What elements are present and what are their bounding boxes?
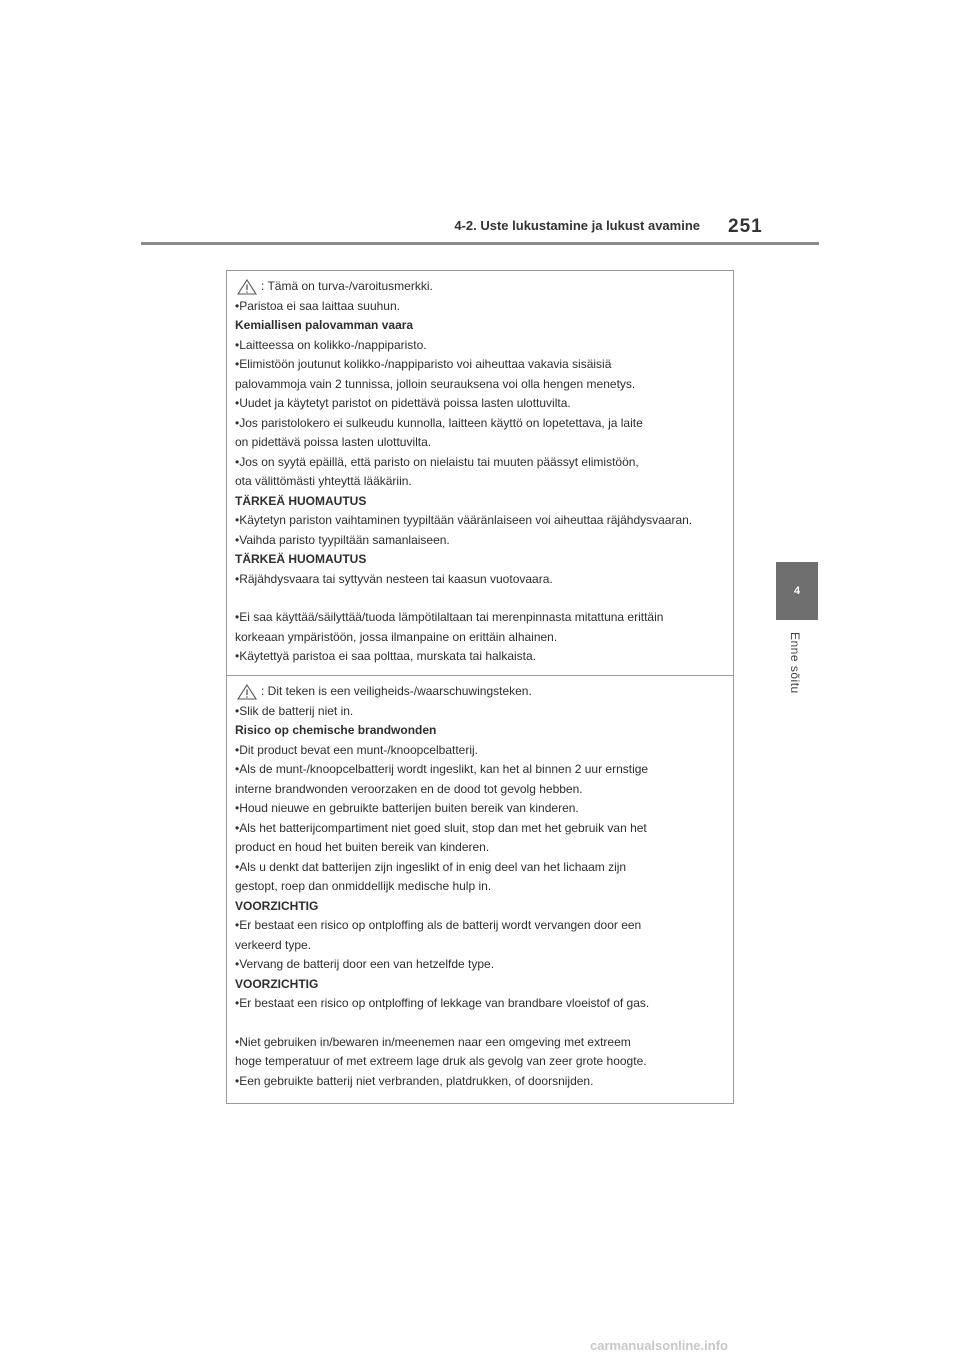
- warning-triangle-icon: [237, 684, 257, 700]
- warning-triangle-icon: [237, 279, 257, 295]
- chapter-tab[interactable]: [776, 562, 818, 620]
- finnish-warning-symbol-text: : Tämä on turva-/varoitusmerkki.: [261, 279, 433, 293]
- finnish-text-line: •Elimistöön joutunut kolikko-/nappiparisto voi aiheuttaa vakavia sisäisiä: [235, 357, 612, 371]
- dutch-text-line: •Houd nieuwe en gebruikte batterijen buiten bereik van kinderen.: [235, 801, 579, 815]
- dutch-text-line: •Als het batterijcompartiment niet goed sluit, stop dan met het gebruik van het: [235, 820, 647, 835]
- dutch-text-line: product en houd het buiten bereik van kinderen.: [235, 840, 490, 854]
- dutch-text-line: •Als de munt-/knoopcelbatterij wordt ingeslikt, kan het al binnen 2 uur ernstige: [235, 762, 649, 776]
- finnish-text-line: •Paristoa ei saa laittaa suuhun.: [235, 298, 400, 313]
- dutch-text-line: •Een gebruikte batterij niet verbranden, platdrukken, of doorsnijden.: [235, 1073, 594, 1088]
- finnish-text-line: •Räjähdysvaara tai syttyvän nesteen tai kaasun vuotovaara.: [235, 571, 553, 586]
- watermark: carmanualsonline.info: [590, 1338, 728, 1353]
- finnish-text-line: •Uudet ja käytetyt paristot on pidettävä poissa lasten ulottuvilta.: [235, 396, 571, 410]
- finnish-text-line: •Jos on syytä epäillä, että paristo on nielaistu tai muuten päässyt elimistöön,: [235, 454, 639, 469]
- dutch-warning-symbol-line: [235, 682, 729, 702]
- dutch-text-line: •Slik de batterij niet in.: [235, 703, 354, 718]
- finnish-heading: Kemiallisen palovamman vaara: [235, 318, 414, 332]
- dutch-text-line: •Vervang de batterij door een van hetzelfde type.: [235, 957, 495, 971]
- finnish-text-line: •Vaihda paristo tyypiltään samanlaiseen.: [235, 532, 450, 547]
- dutch-heading: VOORZICHTIG: [235, 898, 319, 913]
- page-header-title: 4-2. Uste lukustamine ja lukust avamine: [454, 218, 700, 233]
- dutch-lines: [235, 702, 729, 1092]
- finnish-lines: [235, 297, 729, 667]
- dutch-warning-symbol-text: : Dit teken is een veiligheids-/waarschuwingsteken.: [261, 684, 532, 698]
- dutch-text-line: interne brandwonden veroorzaken en de dood tot gevolg hebben.: [235, 781, 583, 796]
- dutch-text-line: •Dit product bevat een munt-/knoopcelbatterij.: [235, 742, 478, 757]
- finnish-text-line: •Laitteessa on kolikko-/nappiparisto.: [235, 337, 427, 352]
- battery-warning-box: [226, 270, 734, 1104]
- dutch-text-line: hoge temperatuur of met extreem lage druk als gevolg van zeer grote hoogte.: [235, 1054, 647, 1068]
- header-rule: [141, 242, 819, 245]
- dutch-text-line: verkeerd type.: [235, 937, 312, 952]
- finnish-text-line: •Käytettyä paristoa ei saa polttaa, murskata tai halkaista.: [235, 649, 537, 663]
- dutch-heading: VOORZICHTIG: [235, 976, 319, 991]
- chapter-tab-label: Enne sõitu: [788, 632, 802, 694]
- finnish-text-line: •Jos paristolokero ei sulkeudu kunnolla, laitteen käyttö on lopetettava, ja laite: [235, 415, 643, 430]
- finnish-section: [235, 277, 729, 667]
- finnish-text-line: palovammoja vain 2 tunnissa, jolloin seurauksena voi olla hengen menetys.: [235, 376, 636, 391]
- finnish-text-line: ota välittömästi yhteyttä lääkäriin.: [235, 474, 412, 488]
- box-divider: [227, 675, 733, 676]
- dutch-text-line: gestopt, roep dan onmiddellijk medische hulp in.: [235, 879, 492, 893]
- dutch-heading: Risico op chemische brandwonden: [235, 723, 437, 737]
- page-number: 251: [728, 216, 763, 237]
- finnish-text-line: •Käytetyn pariston vaihtaminen tyypiltään vääränlaiseen voi aiheuttaa räjähdysvaaran.: [235, 513, 693, 527]
- dutch-text-line: •Er bestaat een risico op ontploffing als de batterij wordt vervangen door een: [235, 918, 642, 932]
- finnish-warning-symbol-line: [235, 277, 729, 297]
- finnish-text-line: •Ei saa käyttää/säilyttää/tuoda lämpötilaltaan tai merenpinnasta mitattuna erittäin: [235, 610, 664, 624]
- dutch-text-line: •Er bestaat een risico op ontploffing of lekkage van brandbare vloeistof of gas.: [235, 996, 650, 1010]
- dutch-text-line: •Niet gebruiken in/bewaren in/meenemen naar een omgeving met extreem: [235, 1034, 631, 1049]
- finnish-heading: TÄRKEÄ HUOMAUTUS: [235, 552, 367, 566]
- finnish-text-line: korkeaan ympäristöön, jossa ilmanpaine on erittäin alhainen.: [235, 629, 558, 644]
- finnish-heading: TÄRKEÄ HUOMAUTUS: [235, 493, 367, 508]
- dutch-section: [235, 682, 729, 1091]
- dutch-text-line: •Als u denkt dat batterijen zijn ingeslikt of in enig deel van het lichaam zijn: [235, 859, 627, 874]
- finnish-text-line: on pidettävä poissa lasten ulottuvilta.: [235, 435, 432, 449]
- chapter-tab-number: 4: [793, 585, 801, 597]
